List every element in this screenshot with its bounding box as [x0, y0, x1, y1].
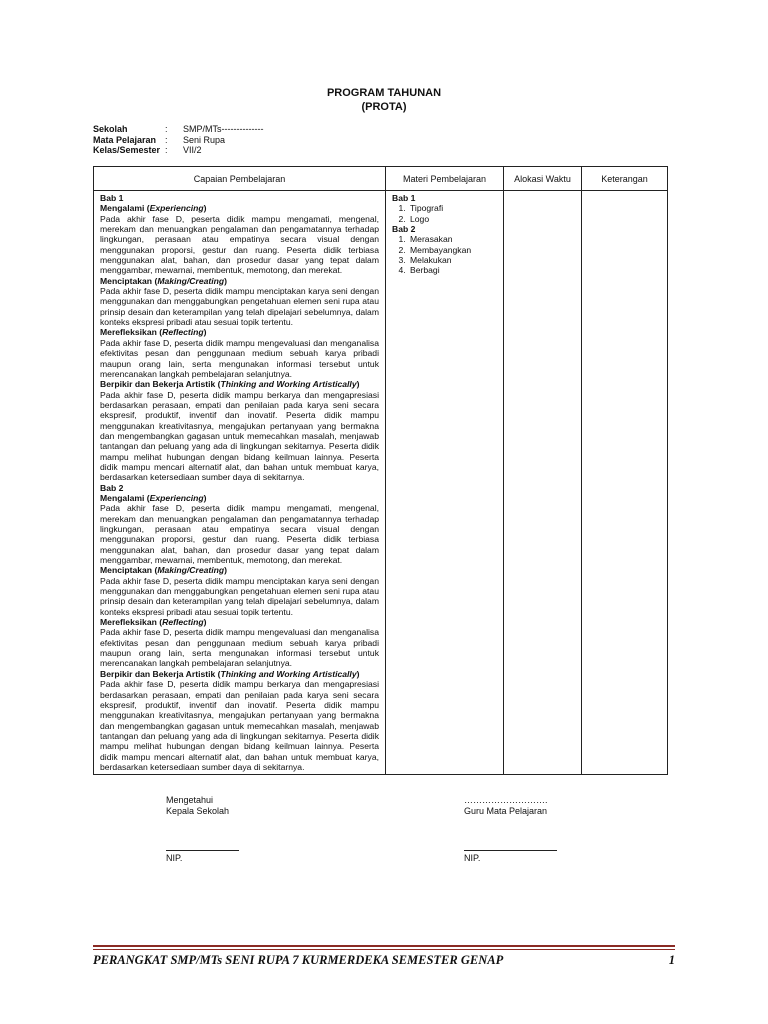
table-header-row: [94, 167, 668, 191]
materi-list: [392, 203, 503, 224]
section-text: Pada akhir fase D, peserta didik mampu mengevaluasi dan menganalisa efektivitas pesan dan penggunaan medium sebuah karya pribadi maupun orang lain, serta mengunakan informasi tersebut untuk merencanakan langkah pembelajaran selanjutnya.: [100, 337, 379, 379]
chapter-label: Bab 2: [100, 482, 124, 493]
section-heading: Menciptakan (Making/Creating): [100, 275, 228, 286]
footer-rule-thick: [93, 945, 675, 947]
sign-right-line2: Guru Mata Pelajaran: [464, 805, 548, 816]
list-item: 3. Melakukan: [408, 255, 503, 265]
info-label: Kelas/Semester: [93, 145, 161, 155]
teacher-signature-line: [464, 850, 557, 851]
principal-nip: NIP.: [166, 853, 183, 863]
list-item: 1. Tipografi: [408, 203, 503, 213]
info-colon: :: [165, 124, 168, 134]
section-text: Pada akhir fase D, peserta didik mampu mengevaluasi dan menganalisa efektivitas pesan dan penggunaan medium sebuah karya pribadi maupun orang lain, serta mengunakan informasi tersebut untuk merencanakan langkah pembelajaran selanjutnya.: [100, 627, 379, 669]
teacher-signature-block: [464, 795, 548, 816]
sign-left-line1: Mengetahui: [166, 795, 214, 805]
info-value: Seni Rupa: [183, 134, 226, 145]
info-label: Mata Pelajaran: [93, 134, 157, 145]
title-line-2: (PROTA): [361, 101, 407, 113]
info-row-kelas-semester: [93, 145, 263, 156]
materi-cell: [386, 191, 504, 775]
section-heading: Menciptakan (Making/Creating): [100, 565, 228, 576]
footer-text: PERANGKAT SMP/MTs SENI RUPA 7 KURMERDEKA SEMESTER GENAP: [93, 953, 504, 967]
page-number: 1: [668, 953, 675, 967]
principal-signature-line: [166, 850, 239, 851]
section-heading: Merefleksikan (Reflecting): [100, 327, 207, 338]
alokasi-cell: [504, 191, 582, 775]
footer-rule-thin: [93, 949, 675, 950]
materi-chapter-label: Bab 1: [392, 193, 416, 203]
section-text: Pada akhir fase D, peserta didik mampu mengamati, mengenal, merekam dan menuangkan pengalaman dan pengamatannya terhadap lingkungan, perasaan atau empatinya secara visual dengan menggunakan proporsi, gestur dan ruang. Peserta didik terbiasa menggunakan alat, bahan, dan prosedur dasar yang tepat dalam menggambar, mewarnai, membentuk, memotong, dan merekat.: [100, 503, 379, 566]
list-item: 1. Merasakan: [408, 234, 503, 244]
page-footer: [93, 953, 675, 967]
teacher-nip: NIP.: [464, 853, 481, 863]
table-row: [94, 191, 668, 775]
principal-signature-block: [166, 795, 229, 816]
list-item: 2. Membayangkan: [408, 245, 503, 255]
materi-list: [392, 234, 503, 275]
section-text: Pada akhir fase D, peserta didik mampu menciptakan karya seni dengan menggunakan dan menggabungkan pengetahuan elemen seni rupa atau prinsip desain dan keterampilan yang telah dipelajari sebelumnya, dalam konteks ekspresi pribadi atau sesuai topik tertentu.: [100, 286, 379, 328]
identity-block: [93, 124, 263, 156]
document-title: [0, 86, 768, 114]
header-keterangan: Keterangan: [582, 167, 668, 191]
section-heading: Berpikir dan Bekerja Artistik (Thinking and Working Artistically): [100, 379, 360, 390]
section-heading: Mengalami (Experiencing): [100, 203, 207, 214]
section-heading: Mengalami (Experiencing): [100, 492, 207, 503]
info-value: SMP/MTs--------------: [183, 124, 264, 134]
prota-table: [93, 166, 668, 775]
title-line-1: PROGRAM TAHUNAN: [326, 87, 442, 99]
list-item: 2. Logo: [408, 214, 503, 224]
header-capaian: Capaian Pembelajaran: [94, 167, 386, 191]
chapter-label: Bab 1: [100, 193, 124, 203]
section-text: Pada akhir fase D, peserta didik mampu mengamati, mengenal, merekam dan menuangkan pengalaman dan pengamatannya terhadap lingkungan, perasaan atau empatinya secara visual dengan menggunakan proporsi, gestur dan ruang. Peserta didik terbiasa menggunakan alat, bahan, dan prosedur dasar yang tepat dalam menggambar, mewarnai, membentuk, memotong, dan merekat.: [100, 213, 379, 276]
list-item: 4. Berbagi: [408, 265, 503, 275]
section-heading: Berpikir dan Bekerja Artistik (Thinking and Working Artistically): [100, 668, 360, 679]
keterangan-cell: [582, 191, 668, 775]
capaian-cell: [94, 191, 386, 775]
info-label: Sekolah: [93, 124, 128, 134]
header-materi: Materi Pembelajaran: [386, 167, 504, 191]
section-text: Pada akhir fase D, peserta didik mampu menciptakan karya seni dengan menggunakan dan menggabungkan pengetahuan elemen seni rupa atau prinsip desain dan keterampilan yang telah dipelajari sebelumnya, dalam konteks ekspresi pribadi atau sesuai topik tertentu.: [100, 575, 379, 617]
section-heading: Merefleksikan (Reflecting): [100, 617, 207, 628]
sign-left-line2: Kepala Sekolah: [166, 805, 230, 816]
header-alokasi: Alokasi Waktu: [504, 167, 582, 191]
section-text: Pada akhir fase D, peserta didik mampu berkarya dan mengapresiasi berdasarkan perasaan, empati dan penilaian pada karya seni secara ekspresif, produktif, inventif dan inovatif. Peserta didik mampu menggunakan kreativitasnya, mengajukan pertanyaan yang bermakna dan mengembangkan gagasan untuk memecahkan masalah, menjawab tantangan dan peluang yang ada di lingkungan sekitarnya. Peserta didik mampu melihat hubungan dengan bidang keilmuan lainnya. Peserta didik mampu mencari alternatif alat, dan bahan untuk membuat karya, berdasarkan ketersediaan sumber daya di sekitarnya.: [100, 679, 379, 772]
sign-right-line1: ……………………….: [464, 795, 548, 805]
materi-chapter-label: Bab 2: [392, 224, 416, 235]
section-text: Pada akhir fase D, peserta didik mampu berkarya dan mengapresiasi berdasarkan perasaan, empati dan penilaian pada karya seni secara ekspresif, produktif, inventif dan inovatif. Peserta didik mampu menggunakan kreativitasnya, mengajukan pertanyaan yang bermakna dan mengembangkan gagasan untuk memecahkan masalah, menjawab tantangan dan peluang yang ada di lingkungan sekitarnya. Peserta didik mampu melihat hubungan dengan bidang keilmuan lainnya. Peserta didik mampu mencari alternatif alat, dan bahan untuk membuat karya, berdasarkan ketersediaan sumber daya di sekitarnya.: [100, 389, 379, 483]
info-colon: :: [165, 145, 168, 155]
info-row-mata-pelajaran: [93, 135, 263, 146]
info-row-sekolah: [93, 124, 263, 135]
info-value: VII/2: [183, 145, 202, 155]
info-colon: :: [165, 134, 168, 145]
